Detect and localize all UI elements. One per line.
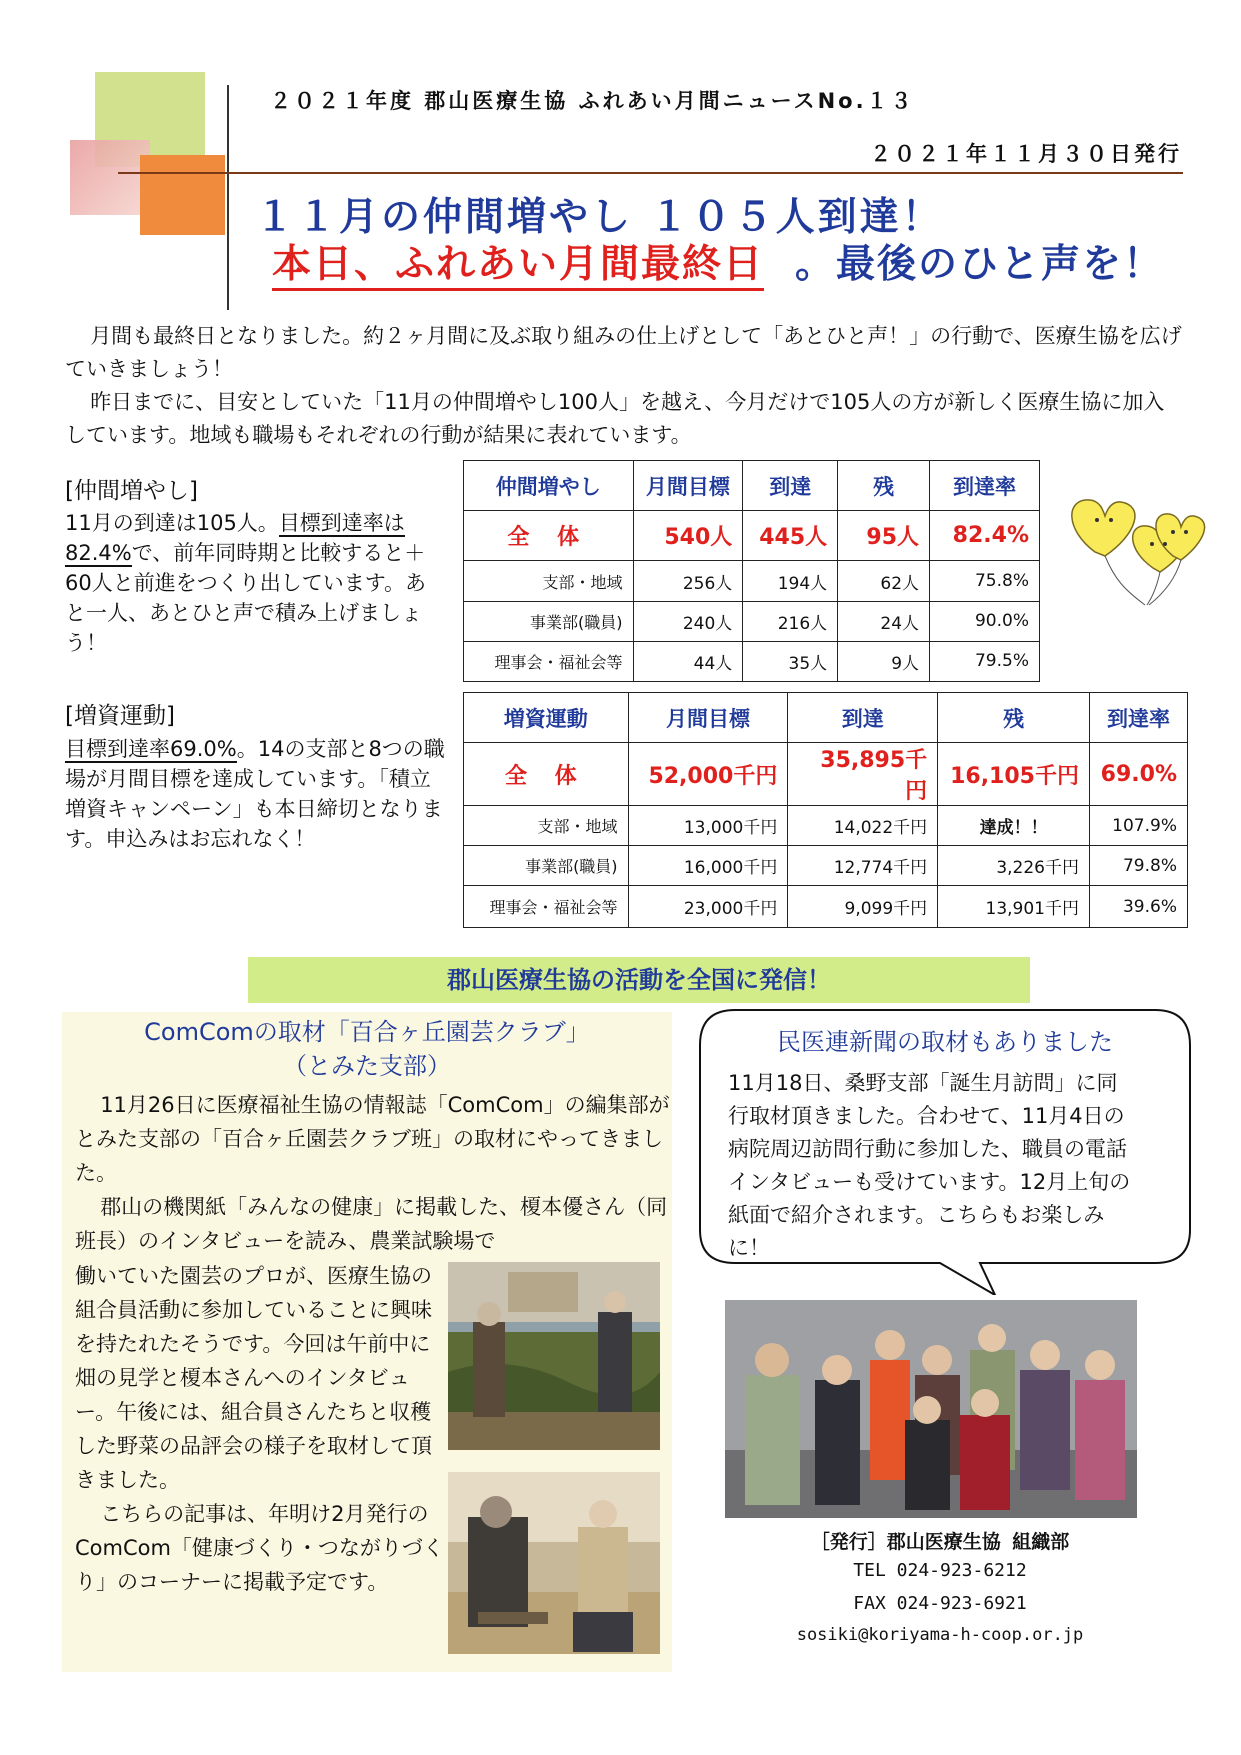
header-vertical-line [227, 85, 229, 310]
group-photo [725, 1300, 1137, 1518]
table-row-label: 支部・地域 [464, 806, 629, 846]
zoushi-text-2: 。14の支部と8つの職場が月間目標を達成しています。「積立増資キャンペーン」も本日締切となります。申込みはお忘れなく！ [65, 737, 445, 851]
headline-line2-red: 本日、ふれあい月間最終日 [272, 242, 764, 291]
table-cell: 44人 [633, 641, 743, 681]
minirenn-text: 11月18日、桑野支部「誕生月訪問」に同行取材頂きました。合わせて、11月4日の病院周辺訪問行動に参加した、職員の電話インタビューも受けています。12月上旬の紙面で紹介されます。こちらもお楽しみに！ [728, 1071, 1131, 1260]
table-cell: 24人 [838, 601, 930, 641]
headline-line2-blue: 。最後のひと声を！ [795, 242, 1165, 287]
heart-balloons-icon [1055, 490, 1210, 610]
table-row [464, 806, 1188, 846]
table-cell: 79.8% [1089, 846, 1187, 886]
table-header-cell: 残 [838, 461, 930, 511]
table-header-cell: 到達 [743, 461, 838, 511]
zoushi-table [463, 692, 1188, 928]
table-row [464, 641, 1040, 681]
intro-paragraph-1: 月間も最終日となりました。約２ヶ月間に及ぶ取り組みの仕上げとして「あとひと声！」の行動で、医療生協を広げていきましょう！ [65, 324, 1182, 381]
header-deco-orange [140, 155, 225, 235]
table-total-row [464, 511, 1040, 561]
table-cell: 90.0% [930, 601, 1040, 641]
table-cell: 14,022千円 [788, 806, 938, 846]
table-row-label: 理事会・福祉会等 [464, 886, 629, 928]
table-cell: 194人 [743, 561, 838, 601]
table-row-label: 理事会・福祉会等 [464, 641, 634, 681]
issuer-fax: FAX 024-923-6921 [853, 1593, 1027, 1614]
table-cell: 445人 [743, 511, 838, 561]
table-row [464, 601, 1040, 641]
table-header-cell: 到達率 [930, 461, 1040, 511]
table-cell: 3,226千円 [938, 846, 1090, 886]
table-header-cell: 残 [938, 693, 1090, 743]
nakama-heading: [仲間増やし] [65, 478, 198, 504]
comcom-paragraph-4: こちらの記事は、年明け2月発行のComCom「健康づくり・つながりづくり」のコーナーに掲載予定です。 [75, 1502, 444, 1594]
table-cell: 9,099千円 [788, 886, 938, 928]
table-row-label: 事業部(職員) [464, 601, 634, 641]
table-cell: 107.9% [1089, 806, 1187, 846]
nakama-text-3: で、前年同時期と比較すると＋60人と前進をつくり出しています。あと一人、あとひと声で積み上げましょう！ [65, 541, 427, 655]
table-header-cell: 増資運動 [464, 693, 629, 743]
table-row [464, 886, 1188, 928]
table-header-row [464, 461, 1040, 511]
table-cell: 75.8% [930, 561, 1040, 601]
zoushi-text-1: 目標到達率69.0% [65, 737, 237, 761]
table-header-cell: 月間目標 [628, 693, 788, 743]
table-row-label: 全 体 [464, 511, 634, 561]
nakama-text-2: 目標到達率は82.4% [65, 511, 405, 565]
newsletter-title: ２０２１年度 郡山医療生協 ふれあい月間ニュースNo.１３ [270, 89, 915, 113]
header-horizontal-line [118, 172, 1183, 174]
headline-line1: １１月の仲間増やし １０５人到達！ [255, 195, 944, 240]
table-row-label: 事業部(職員) [464, 846, 629, 886]
table-cell: 16,105千円 [938, 743, 1090, 806]
zoushi-heading: [増資運動] [65, 703, 175, 729]
table-cell: 82.4% [930, 511, 1040, 561]
table-header-row [464, 693, 1188, 743]
comcom-paragraph-1: 11月26日に医療福祉生協の情報誌「ComCom」の編集部がとみた支部の「百合ヶ丘園芸クラブ班」の取材にやってきました。 [75, 1093, 670, 1185]
table-cell: 23,000千円 [628, 886, 788, 928]
table-cell: 79.5% [930, 641, 1040, 681]
table-cell: 256人 [633, 561, 743, 601]
table-cell: 240人 [633, 601, 743, 641]
issue-date: ２０２１年１１月３０日発行 [870, 142, 1182, 166]
comcom-article-bottom [75, 1259, 445, 1599]
intro-paragraph-2: 昨日までに、目安としていた「11月の仲間増やし100人」を越え、今月だけで105人の方が新しく医療生協に加入しています。地域も職場もそれぞれの行動が結果に表れています。 [65, 390, 1165, 447]
table-cell: 62人 [838, 561, 930, 601]
table-header-cell: 月間目標 [633, 461, 743, 511]
comcom-title: ComComの取材「百合ヶ丘園芸クラブ」 [144, 1018, 590, 1046]
interview-photo [448, 1472, 660, 1654]
table-cell: 35,895千円 [788, 743, 938, 806]
table-row-label: 支部・地域 [464, 561, 634, 601]
table-cell: 52,000千円 [628, 743, 788, 806]
comcom-paragraph-3: 働いていた園芸のプロが、医療生協の組合員活動に参加していることに興味を持たれたそうです。今回は午前中に畑の見学と榎本さんへのインタビュー。午後には、組合員さんたちと収穫した野菜の品評会の様子を取材して頂きました。 [75, 1264, 432, 1492]
table-cell: 35人 [743, 641, 838, 681]
table-cell: 16,000千円 [628, 846, 788, 886]
table-cell: 13,901千円 [938, 886, 1090, 928]
issuer-tel: TEL 024-923-6212 [853, 1560, 1027, 1581]
table-row [464, 561, 1040, 601]
table-cell: 540人 [633, 511, 743, 561]
table-header-cell: 到達 [788, 693, 938, 743]
table-row [464, 846, 1188, 886]
table-cell: 12,774千円 [788, 846, 938, 886]
table-cell: 39.6% [1089, 886, 1187, 928]
table-cell: 69.0% [1089, 743, 1187, 806]
issuer-email: sosiki@koriyama-h-coop.or.jp [796, 1625, 1084, 1645]
garden-photo [448, 1262, 660, 1450]
comcom-subtitle: （とみた支部） [283, 1052, 451, 1080]
table-cell: 95人 [838, 511, 930, 561]
nakama-table [463, 460, 1040, 682]
table-row-label: 全 体 [464, 743, 629, 806]
table-cell: 216人 [743, 601, 838, 641]
intro-text [65, 320, 1185, 452]
minirenn-title: 民医連新聞の取材もありました [777, 1028, 1113, 1056]
comcom-article-top [75, 1088, 675, 1258]
table-header-cell: 仲間増やし [464, 461, 634, 511]
banner-heading: 郡山医療生協の活動を全国に発信！ [248, 957, 1030, 1003]
table-cell: 達成！！ [938, 806, 1090, 846]
table-cell: 13,000千円 [628, 806, 788, 846]
nakama-text [65, 508, 445, 658]
comcom-paragraph-2: 郡山の機関紙「みんなの健康」に掲載した、榎本優さん（同班長）のインタビューを読み、農業試験場で [75, 1195, 668, 1253]
zoushi-text [65, 734, 450, 854]
table-cell: 9人 [838, 641, 930, 681]
table-header-cell: 到達率 [1089, 693, 1187, 743]
issuer-name: ［発行］郡山医療生協 組織部 [810, 1531, 1070, 1553]
header-deco-pink [70, 140, 150, 215]
nakama-text-1: 11月の到達は105人。 [65, 511, 279, 535]
table-total-row [464, 743, 1188, 806]
